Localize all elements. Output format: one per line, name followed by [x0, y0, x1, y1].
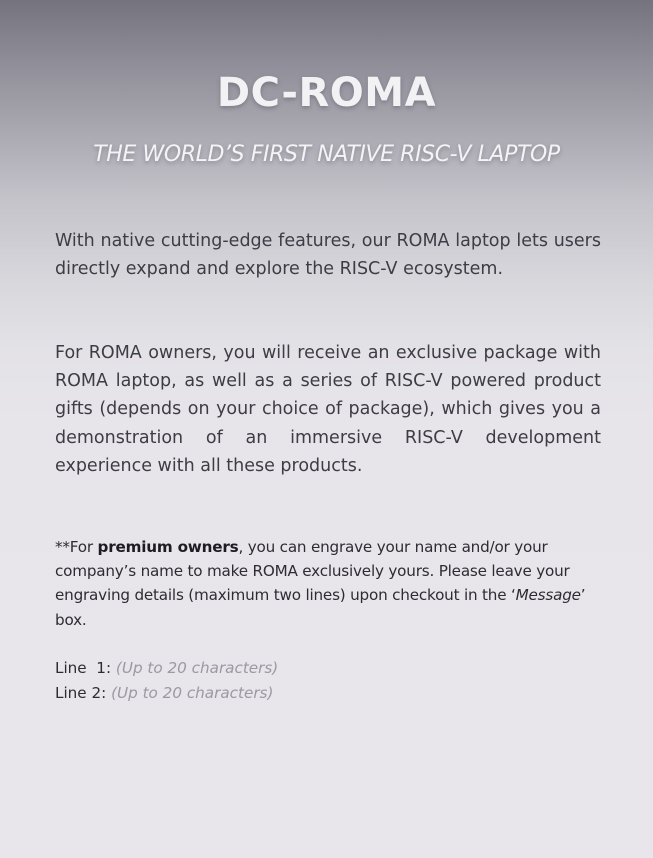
note-italic: Message — [515, 586, 581, 605]
page-title: DC-ROMA — [216, 70, 437, 116]
premium-note — [55, 535, 615, 632]
page-subtitle: THE WORLD’S FIRST NATIVE RISC-V LAPTOP — [93, 142, 560, 167]
note-prefix: **For — [55, 538, 98, 556]
engraving-lines — [55, 656, 455, 706]
line-hint: (Up to 20 characters) — [111, 684, 274, 702]
intro-paragraph: With native cutting-edge features, our ROMA laptop lets users directly expand and explore the RISC-V ecosystem. — [55, 231, 601, 280]
line-label: Line 1: — [55, 659, 112, 677]
owners-paragraph: For ROMA owners, you will receive an exclusive package with ROMA laptop, as well as a series of RISC-V powered product gifts (depends on your choice of package), which gives you a demonstration of an immersive RISC-V development experience with all these products. — [55, 343, 601, 476]
note-bold: premium owners — [97, 538, 239, 556]
line-hint: (Up to 20 characters) — [115, 659, 279, 677]
engraving-line-1 — [55, 656, 455, 681]
line-label: Line 2: — [55, 684, 107, 702]
engraving-line-2 — [55, 681, 455, 706]
note-suffix: ’ box. — [55, 586, 586, 629]
note-middle: , you can engrave your name and/or your company’s name to make ROMA exclusively yours. Please leave your engraving details (maximum two lines) upon checkout in the ‘ — [55, 538, 570, 605]
